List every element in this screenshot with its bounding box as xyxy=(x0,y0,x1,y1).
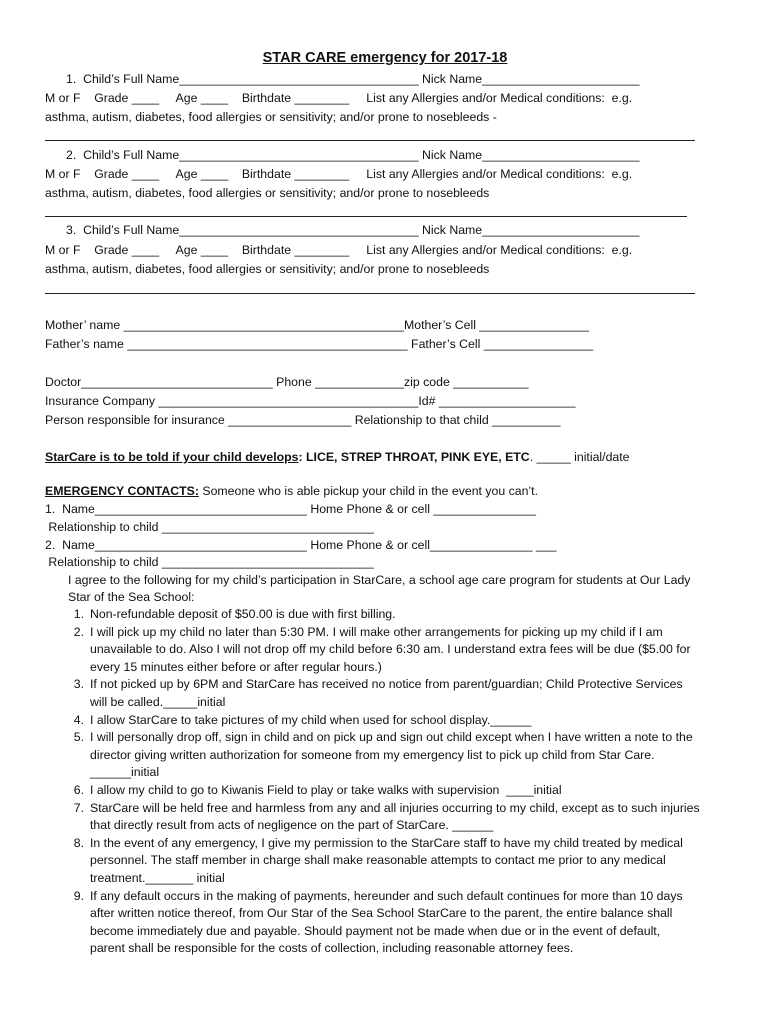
agreement-item-number: 4. xyxy=(73,712,84,727)
agreement-item-5-text[interactable]: ______initial xyxy=(90,765,160,780)
agreement-intro-2: Star of the Sea School: xyxy=(68,590,195,604)
child-2-details-line[interactable]: M or F Grade ____ Age ____ Birthdate ________ List any Allergies and/or Medical conditions: e.g. xyxy=(45,167,633,181)
agreement-item-number: 1. xyxy=(73,607,84,621)
child-3-details-line[interactable]: M or F Grade ____ Age ____ Birthdate ________ List any Allergies and/or Medical conditions: e.g. xyxy=(45,243,633,257)
child-1-conditions-line: asthma, autism, diabetes, food allergies or sensitivity; and/or prone to nosebleeds - xyxy=(45,110,497,124)
agreement-item-8-text: personnel. The staff member in charge shall make reasonable attempts to contact me prior to any medical xyxy=(90,853,666,868)
illness-notice-initial[interactable]: . _____ initial/date xyxy=(529,450,630,464)
child-1-name-line[interactable]: 1. Child’s Full Name___________________________________ Nick Name_______________________ xyxy=(66,72,640,86)
agreement-item-5-text: I will personally drop off, sign in child and on pick up and sign out child except when I have written a note to the xyxy=(90,730,693,745)
child-3-conditions-line: asthma, autism, diabetes, food allergies or sensitivity; and/or prone to nosebleeds xyxy=(45,262,490,276)
agreement-item-7-text: StarCare will be held free and harmless from any and all injuries occurring to my child, except as to such injuries xyxy=(90,800,700,815)
child-1-details-line[interactable]: M or F Grade ____ Age ____ Birthdate ________ List any Allergies and/or Medical conditions: e.g. xyxy=(45,91,633,105)
agreement-item-5-text: director giving written authorization for someone from my emergency list to pick up child from Star Care. xyxy=(90,747,655,762)
agreement-item-9-text: become immediately due and payable. Should payment not be made when due or in the event of default, xyxy=(90,923,661,938)
agreement-item-7-text[interactable]: that directly result from acts of negligence on the part of StarCare. ______ xyxy=(90,818,494,833)
responsible-line[interactable]: Person responsible for insurance __________________ Relationship to that child __________ xyxy=(45,413,561,427)
contact-2-name-line[interactable]: 2. Name_______________________________ Home Phone & or cell_______________ ___ xyxy=(45,538,557,552)
agreement-item-9-text: If any default occurs in the making of payments, hereunder and such default continues for more than 10 days xyxy=(90,888,683,903)
agreement-item-number: 9. xyxy=(73,888,84,903)
agreement-item-number: 6. xyxy=(73,783,84,797)
contact-1-relationship-line[interactable]: Relationship to child _______________________________ xyxy=(45,520,374,534)
agreement-item-2-text: I will pick up my child no later than 5:30 PM. I will make other arrangements for picking up my child if I am xyxy=(90,624,663,639)
agreement-item-number: 8. xyxy=(73,835,84,850)
child-2-name-line[interactable]: 2. Child’s Full Name___________________________________ Nick Name_______________________ xyxy=(66,148,640,162)
emergency-heading-line xyxy=(45,483,538,499)
emergency-heading: EMERGENCY CONTACTS: xyxy=(45,484,199,498)
agreement-item-number: 7. xyxy=(73,800,84,815)
agreement-item-number: 3. xyxy=(73,677,84,692)
mother-line[interactable]: Mother’ name _________________________________________Mother’s Cell ________________ xyxy=(45,318,589,332)
agreement-intro-1: I agree to the following for my child’s participation in StarCare, a school age care program for students at Our Lady xyxy=(68,573,691,587)
contact-2-relationship-line[interactable]: Relationship to child _______________________________ xyxy=(45,555,374,569)
father-line[interactable]: Father’s name _________________________________________ Father’s Cell ________________ xyxy=(45,337,594,351)
insurance-line[interactable]: Insurance Company ______________________________________Id# ____________________ xyxy=(45,394,576,408)
agreement-item-number: 5. xyxy=(73,730,84,745)
doctor-line[interactable]: Doctor____________________________ Phone _____________zip code ___________ xyxy=(45,375,529,389)
illness-notice-list: : LICE, STREP THROAT, PINK EYE, ETC xyxy=(298,450,530,464)
agreement-item-8-text: In the event of any emergency, I give my permission to the StarCare staff to have my child treated by medical xyxy=(90,835,683,850)
form-title: STAR CARE emergency for 2017-18 xyxy=(262,50,508,66)
contact-1-name-line[interactable]: 1. Name_______________________________ Home Phone & or cell _______________ xyxy=(45,502,536,516)
child-2-conditions-line: asthma, autism, diabetes, food allergies or sensitivity; and/or prone to nosebleeds xyxy=(45,186,490,200)
child-3-name-line[interactable]: 3. Child’s Full Name___________________________________ Nick Name_______________________ xyxy=(66,223,640,237)
agreement-item-3-text: If not picked up by 6PM and StarCare has received no notice from parent/guardian; Child Protective Services xyxy=(90,677,683,692)
agreement-item-2-text: unavailable to do. Also I will not drop off my child before 6:30 am. I understand extra fees will be due ($5.00 for xyxy=(90,642,691,657)
agreement-item-8-text[interactable]: treatment._______ initial xyxy=(90,871,225,885)
agreement-item-1-text: Non-refundable deposit of $50.00 is due with first billing. xyxy=(90,607,396,621)
child-2-conditions-rule[interactable] xyxy=(45,216,687,217)
agreement-item-9-text: parent shall be responsible for the costs of collection, including reasonable attorney fees. xyxy=(90,941,574,956)
agreement-item-number: 2. xyxy=(73,624,84,639)
child-1-conditions-rule[interactable] xyxy=(45,140,695,141)
agreement-item-6-text[interactable]: I allow my child to go to Kiwanis Field to play or take walks with supervision ____initial xyxy=(90,783,562,797)
illness-notice-lead: StarCare is to be told if your child develops xyxy=(45,450,299,464)
illness-notice xyxy=(45,449,630,465)
agreement-item-2-text: every 15 minutes either before or after regular hours.) xyxy=(90,659,382,674)
agreement-item-9-text: after written notice thereof, from Our Star of the Sea School StarCare to the parent, the entire balance shall xyxy=(90,906,673,921)
agreement-item-3-text[interactable]: will be called._____initial xyxy=(90,695,226,709)
emergency-intro: Someone who is able pickup your child in the event you can’t. xyxy=(198,484,539,498)
agreement-item-4-text[interactable]: I allow StarCare to take pictures of my child when used for school display.______ xyxy=(90,712,532,727)
child-3-conditions-rule[interactable] xyxy=(45,293,695,294)
